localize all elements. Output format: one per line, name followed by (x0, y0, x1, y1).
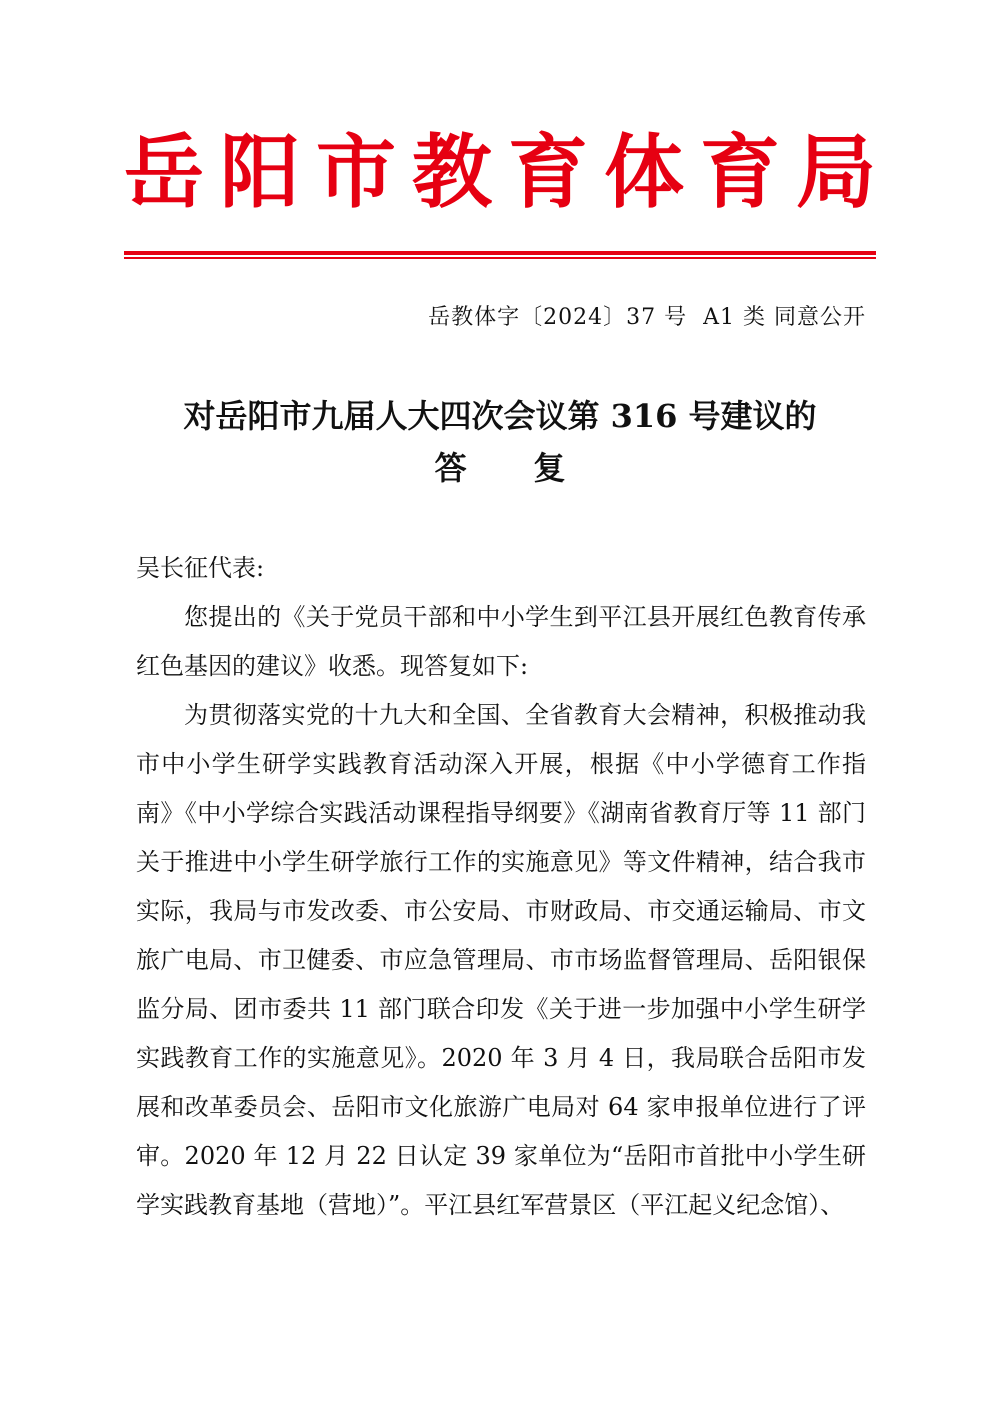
document-number: 岳教体字〔2024〕37 号 A1 类 同意公开 (428, 305, 866, 330)
document-title-line-1: 对岳阳市九届人大四次会议第 316 号建议的 (183, 397, 817, 435)
body-paragraph-1: 您提出的《关于党员干部和中小学生到平江县开展红色教育传承红色基因的建议》收悉。现答复如下: (136, 603, 866, 680)
salutation: 吴长征代表: (136, 554, 265, 582)
header-rule-thick (124, 251, 876, 255)
masthead-char: 育 (508, 125, 588, 219)
masthead-char: 局 (796, 125, 876, 219)
masthead-char: 阳 (220, 125, 300, 219)
masthead-char: 教 (412, 125, 492, 219)
header-rule-thin (124, 257, 876, 259)
masthead-char: 育 (700, 125, 780, 219)
document-title-line-2: 答 复 (434, 449, 566, 487)
agency-masthead (124, 122, 876, 222)
masthead-char: 体 (604, 125, 684, 219)
body-paragraph-2: 为贯彻落实党的十九大和全国、全省教育大会精神，积极推动我市中小学生研学实践教育活动深入开展，根据《中小学德育工作指南》《中小学综合实践活动课程指导纲要》《湖南省教育厅等 11 部门关于推进中小学生研学旅行工作的实施意见》等文件精神，结合我市实际，我局与市发改委、市公安局、市财政局、市交通运输局、市文旅广电局、市卫健委、市应急管理局、市市场监督管理局、岳阳银保监分局、团市委共 11 部门联合印发《关于进一步加强中小学生研学实践教育工作的实施意见》。2020 年 3 月 4 日，我局联合岳阳市发展和改革委员会、岳阳市文化旅游广电局对 64 家申报单位进行了评审。2020 年 12 月 22 日认定 39 家单位为“岳阳市首批中小学生研学实践教育基地（营地）”。平江县红军营景区（平江起义纪念馆）、 (136, 701, 866, 1219)
masthead-char: 市 (316, 125, 396, 219)
masthead-char: 岳 (124, 125, 204, 219)
